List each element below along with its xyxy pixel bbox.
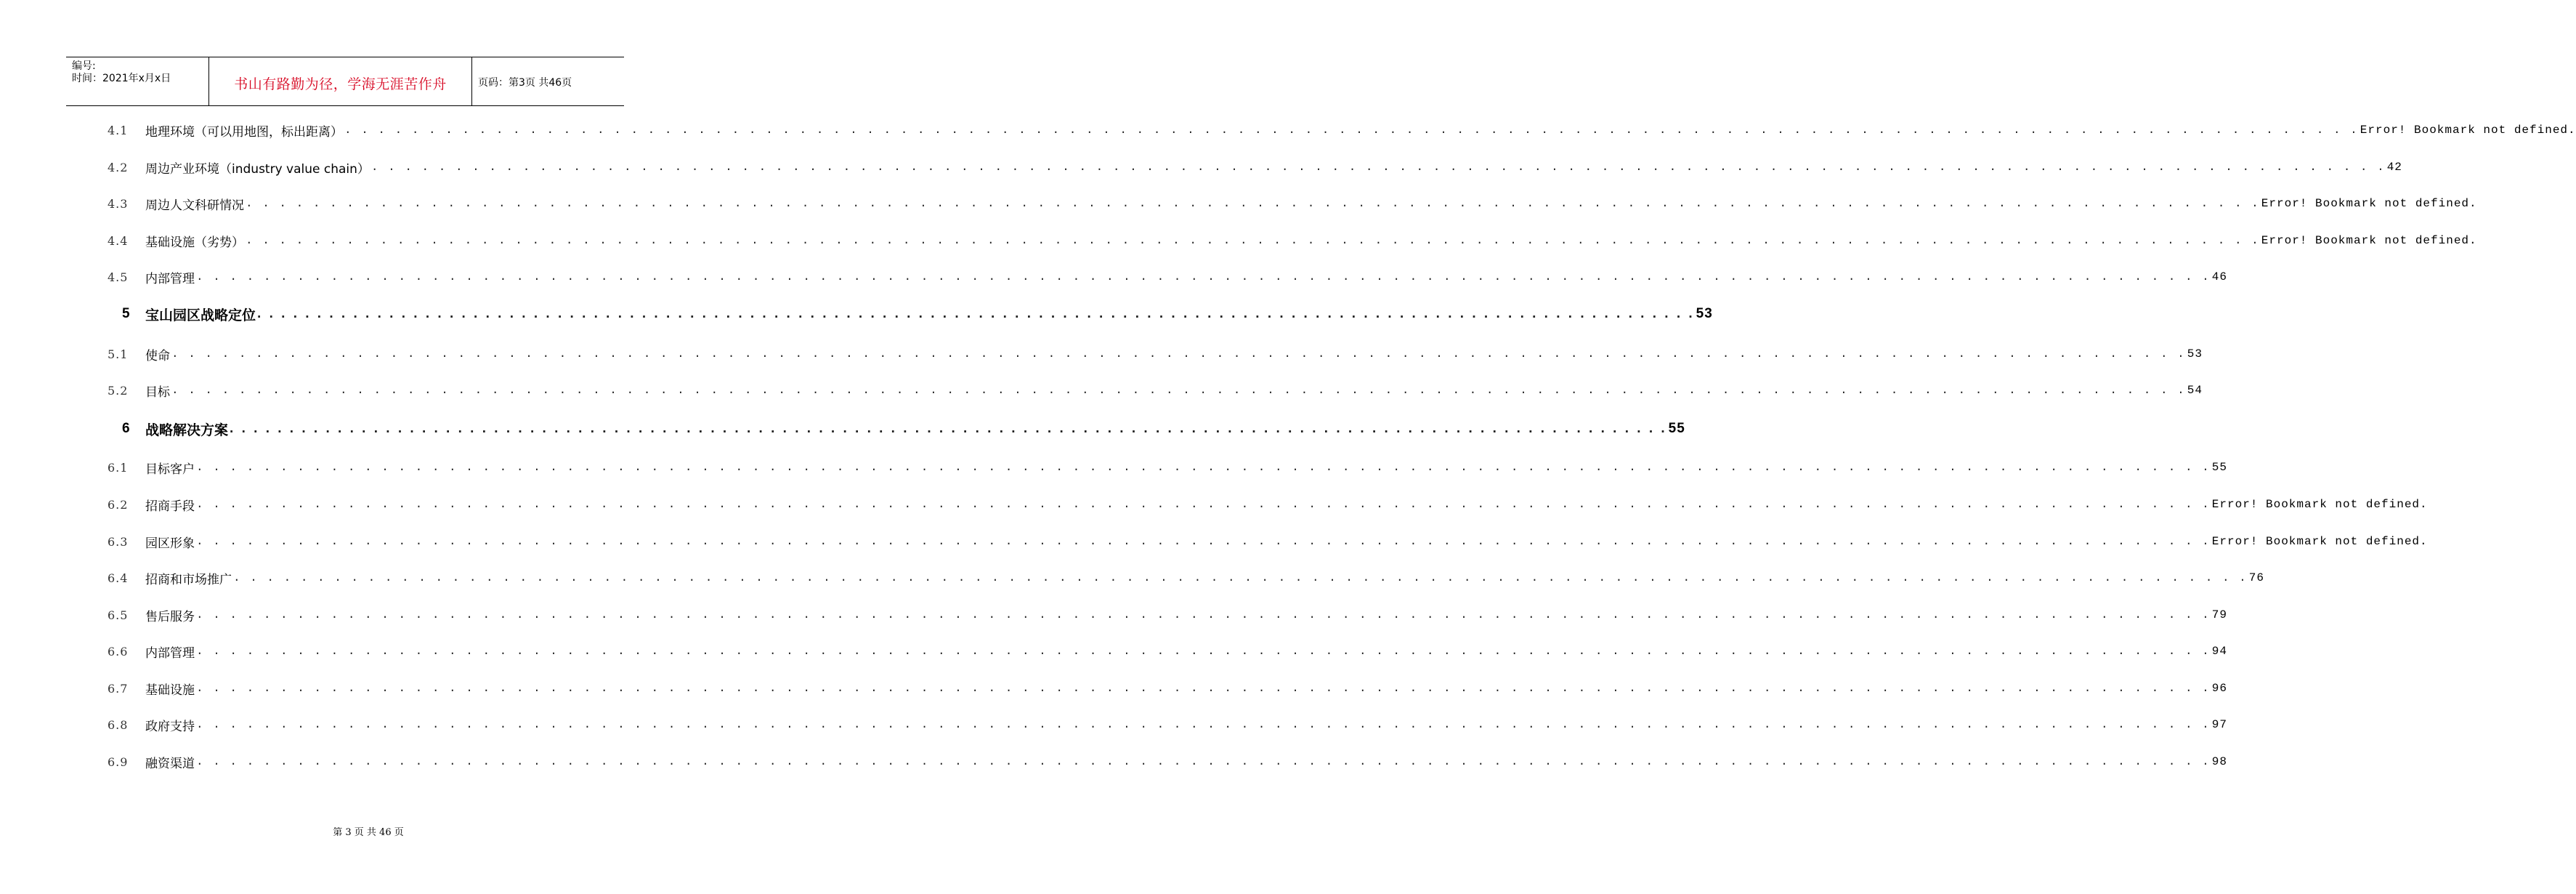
toc-entry-number: 5.1 xyxy=(108,347,129,361)
toc-entry-title: 园区形象 xyxy=(145,536,195,551)
toc-entry-number: 6.2 xyxy=(108,497,129,512)
toc-entry-page: 55 xyxy=(1668,421,1685,436)
toc-dot-leader: . . . . . . . . . . . . . . . . . . . . . . . . . . . . . . . . . . . . . . . . . . . . . . . . . . . . . . . . . . . . . . . . . . . . . . . . . . . . . . . . . . . . . . . . . . . . . . . . . . . . . . . . . . . . . . . . . . . . . . . . xyxy=(196,498,2211,511)
toc-entry-title: 售后服务 xyxy=(145,609,195,624)
toc-entry-number: 5.2 xyxy=(108,383,129,398)
toc-entry-title: 基础设施 xyxy=(145,682,195,698)
toc-entry-title: 地理环境（可以用地图，标出距离） xyxy=(145,124,343,140)
toc-entry-title: 政府支持 xyxy=(145,719,195,734)
toc-entry-number: 4.3 xyxy=(108,196,129,211)
toc-entry[interactable] xyxy=(108,419,1685,438)
toc-entry[interactable] xyxy=(108,679,2227,698)
toc-entry-number: 4.1 xyxy=(108,123,129,137)
toc-entry-number: 4.2 xyxy=(108,160,129,174)
toc-entry[interactable] xyxy=(108,267,2227,286)
toc-dot-leader: . . . . . . . . . . . . . . . . . . . . . . . . . . . . . . . . . . . . . . . . . . . . . . . . . . . . . . . . . . . . . . . . . . . . . . . . . . . . . . . . . . . . . . . . . . . . . . . . . . . . . . . . . . . . . . . . . . . . . . . . xyxy=(230,421,1667,436)
toc-entry-page: 97 xyxy=(2211,718,2227,731)
toc-entry-page: 53 xyxy=(2187,347,2203,361)
toc-entry-page: Error! Bookmark not defined. xyxy=(2360,124,2576,137)
toc-entry-title: 基础设施（劣势） xyxy=(145,235,244,250)
time-label: 时间：2021年x月x日 xyxy=(72,73,171,84)
toc-dot-leader: . . . . . . . . . . . . . . . . . . . . . . . . . . . . . . . . . . . . . . . . . . . . . . . . . . . . . . . . . . . . . . . . . . . . . . . . . . . . . . . . . . . . . . . . . . . . . . . . . . . . . . . . . . . . . . . . . . . . . . . . xyxy=(171,384,2186,397)
toc-entry[interactable] xyxy=(108,305,1713,323)
toc-entry-number: 6.4 xyxy=(108,571,129,585)
toc-entry-title: 融资渠道 xyxy=(145,756,195,771)
toc-entry[interactable] xyxy=(108,532,2428,551)
toc-entry-page: 94 xyxy=(2211,645,2227,658)
toc-entry[interactable] xyxy=(108,231,2477,250)
toc-entry-page: Error! Bookmark not defined. xyxy=(2211,535,2428,548)
toc-dot-leader: . . . . . . . . . . . . . . . . . . . . . . . . . . . . . . . . . . . . . . . . . . . . . . . . . . . . . . . . . . . . . . . . . . . . . . . . . . . . . . . . . . . . . . . . . . . . . . . . . . . . . . . . . . . . . . . . . . . . . . . . xyxy=(246,197,2260,210)
toc-entry-title: 目标 xyxy=(145,384,170,400)
toc-entry[interactable] xyxy=(108,752,2227,771)
toc-dot-leader: . . . . . . . . . . . . . . . . . . . . . . . . . . . . . . . . . . . . . . . . . . . . . . . . . . . . . . . . . . . . . . . . . . . . . . . . . . . . . . . . . . . . . . . . . . . . . . . . . . . . . . . . . . . . . . . . . . . . . . . . xyxy=(196,718,2211,731)
toc-entry[interactable] xyxy=(108,605,2227,624)
toc-entry-number: 6.5 xyxy=(108,608,129,622)
toc-entry-number: 6.6 xyxy=(108,644,129,659)
toc-entry-number: 5 xyxy=(122,306,131,321)
motto-text: 书山有路勤为径，学海无涯苦作舟 xyxy=(234,76,447,92)
toc-dot-leader: . . . . . . . . . . . . . . . . . . . . . . . . . . . . . . . . . . . . . . . . . . . . . . . . . . . . . . . . . . . . . . . . . . . . . . . . . . . . . . . . . . . . . . . . . . . . . . . . . . . . . . . . . . . . . . . . . . . . . . . . xyxy=(196,755,2211,768)
page-header xyxy=(66,57,624,106)
toc-entry-title: 内部管理 xyxy=(145,271,195,286)
toc-entry-title: 目标客户 xyxy=(145,462,195,477)
toc-entry-page: Error! Bookmark not defined. xyxy=(2261,197,2477,210)
toc-entry-page: Error! Bookmark not defined. xyxy=(2211,498,2428,511)
toc-entry-title: 战略解决方案 xyxy=(145,422,229,438)
toc-entry-title: 使命 xyxy=(145,348,170,363)
toc-entry-page: 46 xyxy=(2211,270,2227,283)
toc-entry[interactable] xyxy=(108,194,2477,213)
toc-entry[interactable] xyxy=(108,642,2227,661)
toc-entry-page: 55 xyxy=(2211,461,2227,474)
toc-entry[interactable] xyxy=(108,158,2402,177)
toc-dot-leader: . . . . . . . . . . . . . . . . . . . . . . . . . . . . . . . . . . . . . . . . . . . . . . . . . . . . . . . . . . . . . . . . . . . . . . . . . . . . . . . . . . . . . . . . . . . . . . . . . . . . . . . . . . . . . . . . . . . . . . . . xyxy=(196,535,2211,548)
toc-entry-number: 6.9 xyxy=(108,754,129,769)
toc-entry-page: 79 xyxy=(2211,608,2227,621)
toc-entry-title: 招商手段 xyxy=(145,499,195,514)
toc-entry-page: 54 xyxy=(2187,384,2203,397)
toc-dot-leader: . . . . . . . . . . . . . . . . . . . . . . . . . . . . . . . . . . . . . . . . . . . . . . . . . . . . . . . . . . . . . . . . . . . . . . . . . . . . . . . . . . . . . . . . . . . . . . . . . . . . . . . . . . . . . . . . . . . . . . . . xyxy=(196,270,2211,283)
header-page-cell xyxy=(472,57,624,105)
toc-entry-title: 内部管理 xyxy=(145,645,195,661)
toc-entry[interactable] xyxy=(108,381,2203,400)
toc-entry-title: 招商和市场推广 xyxy=(145,572,232,587)
page-number-label: 页码：第3页 共46页 xyxy=(478,77,572,89)
header-motto-cell xyxy=(208,57,472,105)
toc-entry-number: 6.3 xyxy=(108,534,129,549)
page-footer: 第 3 页 共 46 页 xyxy=(333,827,404,838)
toc-entry-title: 周边人文科研情况 xyxy=(145,198,244,213)
toc-entry-number: 4.5 xyxy=(108,270,129,284)
toc-dot-leader: . . . . . . . . . . . . . . . . . . . . . . . . . . . . . . . . . . . . . . . . . . . . . . . . . . . . . . . . . . . . . . . . . . . . . . . . . . . . . . . . . . . . . . . . . . . . . . . . . . . . . . . . . . . . . . . . . . . . . . . . xyxy=(246,234,2260,247)
toc-entry-number: 4.4 xyxy=(108,233,129,248)
toc-entry[interactable] xyxy=(108,715,2227,734)
id-label: 编号: xyxy=(72,60,96,72)
toc-dot-leader: . . . . . . . . . . . . . . . . . . . . . . . . . . . . . . . . . . . . . . . . . . . . . . . . . . . . . . . . . . . . . . . . . . . . . . . . . . . . . . . . . . . . . . . . . . . . . . . . . . . . . . . . . . . . . . . . . . . . . . . . xyxy=(196,461,2211,474)
toc-entry-page: 76 xyxy=(2248,571,2264,584)
toc-dot-leader: . . . . . . . . . . . . . . . . . . . . . . . . . . . . . . . . . . . . . . . . . . . . . . . . . . . . . . . . . . . . . . . . . . . . . . . . . . . . . . . . . . . . . . . . . . . . . . . . . . . . . . . . . . . . . . . . . . . . . . . . xyxy=(171,347,2186,361)
toc-entry[interactable] xyxy=(108,458,2227,477)
toc-entry-number: 6.8 xyxy=(108,717,129,732)
toc-dot-leader: . . . . . . . . . . . . . . . . . . . . . . . . . . . . . . . . . . . . . . . . . . . . . . . . . . . . . . . . . . . . . . . . . . . . . . . . . . . . . . . . . . . . . . . . . . . . . . . . . . . . . . . . . . . . . . . . . . . . . . . . xyxy=(196,682,2211,695)
toc-entry[interactable] xyxy=(108,495,2428,514)
toc-entry-title: 宝山园区战略定位 xyxy=(145,307,256,323)
toc-dot-leader: . . . . . . . . . . . . . . . . . . . . . . . . . . . . . . . . . . . . . . . . . . . . . . . . . . . . . . . . . . . . . . . . . . . . . . . . . . . . . . . . . . . . . . . . . . . . . . . . . . . . . . . . . . . . . . . . . . . . . . . . xyxy=(233,571,2248,584)
toc-dot-leader: . . . . . . . . . . . . . . . . . . . . . . . . . . . . . . . . . . . . . . . . . . . . . . . . . . . . . . . . . . . . . . . . . . . . . . . . . . . . . . . . . . . . . . . . . . . . . . . . . . . . . . . . . . . . . . . . . . . . . . . . xyxy=(196,608,2211,621)
header-meta xyxy=(66,57,208,105)
toc-entry-page: 42 xyxy=(2386,161,2402,174)
toc-entry-page: 98 xyxy=(2211,755,2227,768)
toc-dot-leader: . . . . . . . . . . . . . . . . . . . . . . . . . . . . . . . . . . . . . . . . . . . . . . . . . . . . . . . . . . . . . . . . . . . . . . . . . . . . . . . . . . . . . . . . . . . . . . . . . . . . . . . . . . . . . . . . . . . . . . . . xyxy=(196,645,2211,658)
toc-entry-number: 6.1 xyxy=(108,460,129,475)
toc-entry-page: Error! Bookmark not defined. xyxy=(2261,234,2477,247)
toc-entry-number: 6.7 xyxy=(108,681,129,696)
toc-dot-leader: . . . . . . . . . . . . . . . . . . . . . . . . . . . . . . . . . . . . . . . . . . . . . . . . . . . . . . . . . . . . . . . . . . . . . . . . . . . . . . . . . . . . . . . . . . . . . . . . . . . . . . . . . . . . . . . . . . . . . . . . xyxy=(344,124,2359,137)
toc-entry-title: 周边产业环境（industry value chain） xyxy=(145,161,370,177)
toc-entry-number: 6 xyxy=(122,421,131,436)
toc-entry-page: 53 xyxy=(1696,306,1713,321)
toc-dot-leader: . . . . . . . . . . . . . . . . . . . . . . . . . . . . . . . . . . . . . . . . . . . . . . . . . . . . . . . . . . . . . . . . . . . . . . . . . . . . . . . . . . . . . . . . . . . . . . . . . . . . . . . . . . . . . . . . . . . . . . . . xyxy=(370,161,2386,174)
toc-dot-leader: . . . . . . . . . . . . . . . . . . . . . . . . . . . . . . . . . . . . . . . . . . . . . . . . . . . . . . . . . . . . . . . . . . . . . . . . . . . . . . . . . . . . . . . . . . . . . . . . . . . . . . . . . . . . . . . . . . . . . . . . xyxy=(257,306,1695,321)
toc-entry[interactable] xyxy=(108,121,2576,140)
toc-entry[interactable] xyxy=(108,568,2264,587)
toc-entry[interactable] xyxy=(108,345,2203,363)
toc-entry-page: 96 xyxy=(2211,682,2227,695)
